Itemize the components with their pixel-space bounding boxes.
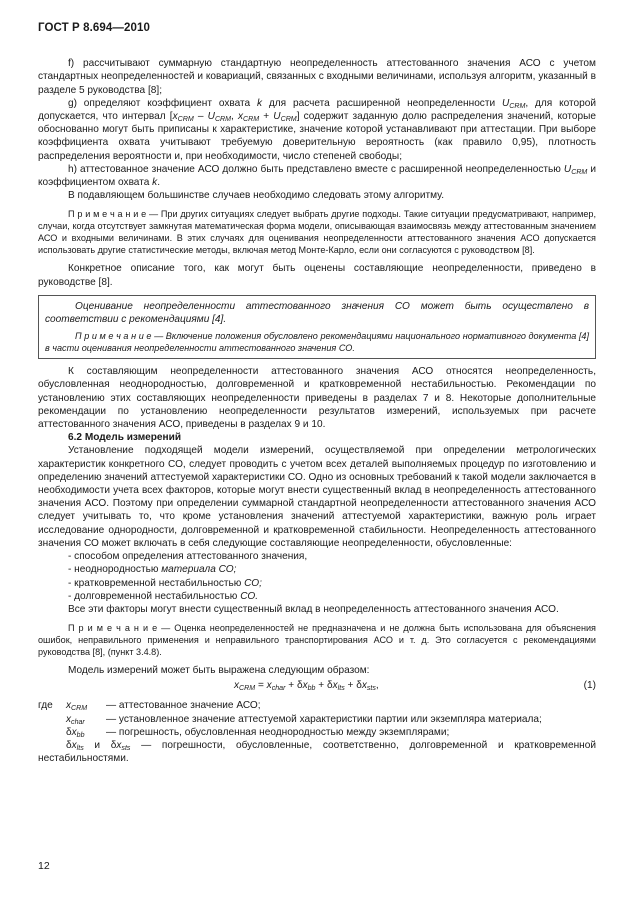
definition-row: $x_{char}$ — установленное значение аттестуемой характеристики партии или экземпляра материала; (66, 713, 542, 726)
definition-row: $\delta x_{lts}$ и $\delta x_{sts}$ — погрешности, обусловленные, соответственно, долговременной и кратковременной нестабильностями. (38, 739, 596, 765)
equation-number: (1) (583, 680, 596, 692)
framed-text: Оценивание неопределенности аттестованного значения СО может быть осуществлено в соответствии с рекомендациями [4]. (45, 300, 589, 326)
equation-1 (38, 677, 596, 695)
definition-row: $\delta x_{bb}$ — погрешность, обусловленная неоднородностью между экземплярами; (66, 726, 450, 739)
concrete-description: Конкретное описание того, как могут быть оценены составляющие неопределенности, приведено в руководстве [8]. (38, 263, 596, 288)
note-2: П р и м е ч а н и е — Оценка неопределенностей не предназначена и не должна быть использована для объяснения ошибок, неправильного применения и неправильного транспортирования АСО и т. д. Это согласуется с рекомендациями руководства [8], (пункт 3.4.8). (38, 623, 596, 658)
list-item: - способом определения аттестованного значения, (68, 551, 308, 563)
all-factors-text: Все эти факторы могут внести существенный вклад в неопределенность аттестованного значения АСО. (68, 603, 559, 615)
framed-note: П р и м е ч а н и е — Включение положения обусловлено рекомендациями национального нормативного документа [4] в части оценивания неопределенности аттестованного значения СО. (45, 331, 589, 354)
document-page (38, 22, 596, 765)
model-paragraph: Установление подходящей модели измерений, осуществляемой при определении метрологических характеристик конкретного СО, следует проводить с учетом всех деталей выполняемых процедур по изготовлению и определению значений аттестуемой характеристики СО. Одно из основных требований к такой модели заключается в необходимости учета всех факторов, которые могут внести существенный вклад в неопределенность аттестованного значения АСО. Поэтому при определении суммарной стандартной неопределенности аттестованного значения АСО следует учитывать то, что кроме установления значений аттестуемой характеристики, важную роль играет исследование однородности, долговременной и кратковременной стабильности. Неопределенность аттестованного значения СО может включать в себя следующие составляющие неопределенности, обусловленные: (38, 445, 596, 549)
model-expression-intro: Модель измерений может быть выражена следующим образом: (68, 665, 370, 677)
page-number: 12 (38, 860, 50, 872)
list-item: - долговременной нестабильностью СО. (68, 590, 259, 602)
list-item: - кратковременной нестабильностью СО; (68, 577, 262, 589)
item-f: f) рассчитывают суммарную стандартную неопределенность аттестованного значения АСО с учетом стандартных неопределенностей и ковариаций, связанных с входными величинами, используя алгоритм, указанный в разделе 5 руководства [8]; (38, 58, 596, 96)
equation-formula: $x_{CRM} = x_{char} + \delta x_{bb} + \delta x_{lts} + \delta x_{sts}$, (234, 680, 379, 693)
symbol-definitions (38, 699, 596, 765)
item-h: h) аттестованное значение АСО должно быть представлено вместе с расширенной неопределенностью $U_{CRM}$ и коэффициентом охвата k. (38, 163, 596, 189)
definition-row: где $x_{CRM}$ — аттестованное значение АСО; (38, 700, 261, 713)
majority-text: В подавляющем большинстве случаев необходимо следовать этому алгоритму. (68, 190, 445, 202)
note-1: П р и м е ч а н и е — При других ситуациях следует выбрать другие подходы. Такие ситуации предусматривают, например, случаи, когда отсутствует замкнутая математическая форма модели, описывающая взаимосвязь между аттестованным значением АСО и входными величинами. В этих случаях для оценивания неопределенности аттестованного значения АСО допускается использовать другие статистические методы, включая метод Монте-Карло, если они согласуются с руководством [8]. (38, 209, 596, 256)
list-item: - неоднородностью материала СО; (68, 564, 237, 576)
document-id: ГОСТ Р 8.694—2010 (38, 22, 150, 34)
components-text: К составляющим неопределенности аттестованного значения АСО относятся неопределенность, обусловленная неоднородностью, долговременной и кратковременной нестабильностью. Рекомендации по установлению этих составляющих неопределенности приведены в разделах 7 и 8. Некоторые дополнительные рекомендации по установлению неопределенности результатов измерений, используемых при расчете аттестованного значения АСО, приведены в разделах 9 и 10. (38, 366, 596, 431)
section-heading: 6.2 Модель измерений (68, 432, 182, 444)
item-g: g) определяют коэффициент охвата k для расчета расширенной неопределенности $U_{CRM}$, для которой допускается, что интервал [$x_{CRM} - U_{CRM}$, $x_{CRM} + U_{CRM}$] содержит заданную долю распределения значений, которые обоснованно могут быть приписаны к характеристике, значение которой устанавливают при аттестации. При выборе коэффициента охвата учитывают требуемую доверительную вероятность (как правило 0,95), плотность распределения вероятности и, при необходимости, число степеней свободы; (38, 97, 596, 162)
framed-national-provision (38, 295, 596, 359)
